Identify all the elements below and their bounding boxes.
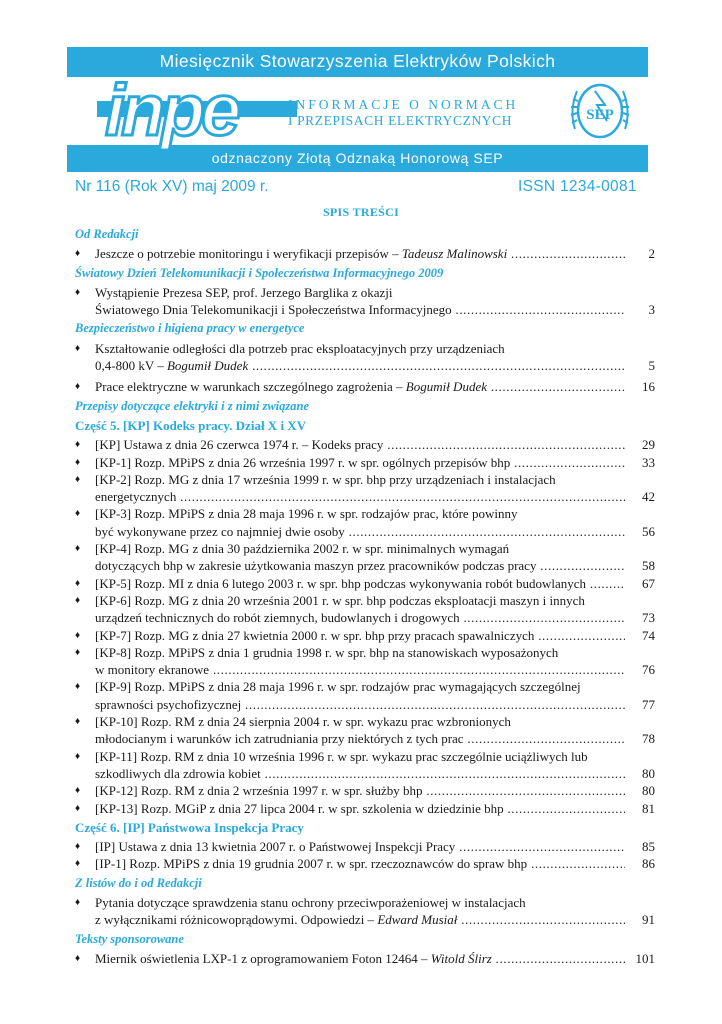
page-number: 80 — [642, 783, 655, 799]
page-number: 74 — [642, 627, 655, 643]
diamond-bullet-icon: ♦ — [75, 646, 81, 658]
toc-entry[interactable]: ♦ [KP-5] Rozp. MI z dnia 6 lutego 2003 r. w spr. bhp podczas wykonywania robót budowlanych ..... 67 — [75, 575, 655, 592]
page-number: 56 — [642, 523, 655, 539]
table-of-contents — [75, 224, 655, 967]
page-number: 85 — [642, 839, 655, 855]
masthead-band — [67, 73, 648, 149]
inpe-logo — [97, 73, 297, 149]
section-heading: Przepisy dotyczące elektryki i z nimi związane — [75, 398, 310, 413]
toc-entry[interactable]: ♦ [KP-11] Rozp. RM z dnia 10 września 1996 r. w spr. wykazu prac szczególnie uciążliwych lub szkodliwych dla zdrowia kobiet ..... 80 — [75, 748, 655, 783]
diamond-bullet-icon: ♦ — [75, 750, 81, 762]
toc-entry[interactable]: ♦ [KP-8] Rozp. MPiPS z dnia 1 grudnia 1998 r. w spr. bhp na stanowiskach wyposażonych w monitory ekranowe ..... 76 — [75, 644, 655, 679]
toc-entry[interactable]: ♦ [KP-4] Rozp. MG z dnia 30 października 2002 r. w spr. minimalnych wymagań dotyczących bhp w zakresie użytkowania maszyn przez pracowników podczas pracy ..... 58 — [75, 540, 655, 575]
diamond-bullet-icon: ♦ — [75, 896, 81, 908]
page-number: 5 — [648, 358, 655, 374]
diamond-bullet-icon: ♦ — [75, 543, 81, 555]
page-number: 101 — [635, 950, 655, 966]
toc-entry[interactable]: ♦ [IP] Ustawa z dnia 13 kwietnia 2007 r. o Państwowej Inspekcji Pracy ..... 85 — [75, 838, 655, 855]
page-number: 2 — [648, 246, 655, 262]
toc-entry[interactable]: ♦ [KP] Ustawa z dnia 26 czerwca 1974 r. – Kodeks pracy ..... 29 — [75, 436, 655, 453]
part-heading: Część 6. [IP] Państwowa Inspekcja Pracy — [75, 819, 304, 835]
toc-entry[interactable]: ♦ [KP-2] Rozp. MG z dnia 17 września 1999 r. w spr. bhp przy urządzeniach i instalacjach energetycznych ..... 42 — [75, 471, 655, 506]
diamond-bullet-icon: ♦ — [75, 952, 81, 964]
svg-text:SEP: SEP — [586, 107, 614, 123]
page-number: 3 — [648, 302, 655, 318]
toc-entry[interactable]: ♦ [KP-13] Rozp. MGiP z dnia 27 lipca 2004 r. w spr. szkolenia w dziedzinie bhp ..... 81 — [75, 800, 655, 817]
diamond-bullet-icon: ♦ — [75, 439, 81, 451]
toc-entry[interactable]: ♦ [KP-9] Rozp. MPiPS z dnia 28 maja 1996 r. w spr. rodzajów prac wymagających szczególnej sprawności psychofizycznej ..... 77 — [75, 678, 655, 713]
toc-entry[interactable]: ♦ Kształtowanie odległości dla potrzeb prac eksploatacyjnych przy urządzeniach 0,4-800 kV – Bogumił Dudek ..... 5 — [75, 340, 655, 375]
page-number: 29 — [642, 437, 655, 453]
issn: ISSN 1234-0081 — [518, 178, 637, 195]
toc-entry[interactable]: ♦ Prace elektryczne w warunkach szczególnego zagrożenia – Bogumił Dudek ..... 16 — [75, 378, 655, 395]
diamond-bullet-icon: ♦ — [75, 248, 81, 260]
diamond-bullet-icon: ♦ — [75, 716, 81, 728]
page-number: 76 — [642, 662, 655, 678]
page-number: 77 — [642, 696, 655, 712]
toc-entry[interactable]: ♦ [KP-1] Rozp. MPiPS z dnia 26 września 1997 r. w spr. ogólnych przepisów bhp ..... 33 — [75, 454, 655, 471]
toc-entry[interactable]: ♦ [KP-12] Rozp. RM z dnia 2 września 1997 r. w spr. służby bhp ..... 80 — [75, 782, 655, 799]
section-heading: Światowy Dzień Telekomunikacji i Społeczeństwa Informacyjnego 2009 — [75, 265, 444, 280]
toc-entry[interactable]: ♦ Miernik oświetlenia LXP-1 z oprogramowaniem Foton 12464 – Witold Ślirz ..... 101 — [75, 950, 655, 967]
diamond-bullet-icon: ♦ — [75, 594, 81, 606]
section-heading: Od Redakcji — [75, 227, 139, 241]
section-heading: Teksty sponsorowane — [75, 931, 184, 946]
page-number: 86 — [642, 856, 655, 872]
masthead-title: Miesięcznik Stowarzyszenia Elektryków Polskich — [159, 51, 556, 71]
page-number: 42 — [642, 489, 655, 505]
toc-entry[interactable]: ♦ [IP-1] Rozp. MPiPS z dnia 19 grudnia 2007 r. w spr. rzeczoznawców do spraw bhp ..... 86 — [75, 855, 655, 872]
diamond-bullet-icon: ♦ — [75, 456, 81, 468]
toc-entry[interactable]: ♦ Jeszcze o potrzebie monitoringu i weryfikacji przepisów – Tadeusz Malinowski ..... 2 — [75, 245, 655, 262]
diamond-bullet-icon: ♦ — [75, 681, 81, 693]
diamond-bullet-icon: ♦ — [75, 785, 81, 797]
page-number: 16 — [642, 379, 655, 395]
diamond-bullet-icon: ♦ — [75, 342, 81, 354]
toc-title: SPIS TREŚCI — [322, 205, 400, 219]
diamond-bullet-icon: ♦ — [75, 858, 81, 870]
info-line-1: INFORMACJE O NORMACH — [288, 97, 519, 112]
diamond-bullet-icon: ♦ — [75, 841, 81, 853]
toc-entry[interactable]: ♦ Wystąpienie Prezesa SEP, prof. Jerzego Barglika z okazji Światowego Dnia Telekomunikacji i Społeczeństwa Informacyjnego ..... 3 — [75, 284, 655, 319]
page-number: 80 — [642, 765, 655, 781]
diamond-bullet-icon: ♦ — [75, 508, 81, 520]
page-number: 91 — [642, 912, 655, 928]
info-line-2: I PRZEPISACH ELEKTRYCZNYCH — [288, 113, 513, 128]
diamond-bullet-icon: ♦ — [75, 381, 81, 393]
page-number: 67 — [642, 575, 655, 591]
part-heading: Część 5. [KP] Kodeks pracy. Dział X i XV — [75, 417, 307, 433]
diamond-bullet-icon: ♦ — [75, 629, 81, 641]
masthead — [67, 47, 648, 172]
toc-entry[interactable]: ♦ [KP-7] Rozp. MG z dnia 27 kwietnia 2000 r. w spr. bhp przy pracach spawalniczych ..... 74 — [75, 627, 655, 644]
diamond-bullet-icon: ♦ — [75, 473, 81, 485]
page-number: 81 — [642, 800, 655, 816]
section-heading: Z listów do i od Redakcji — [75, 875, 202, 890]
toc-entry[interactable]: ♦ Pytania dotyczące sprawdzenia stanu ochrony przeciwporażeniowej w instalacjach z wyłącznikami różnicowoprądowymi. Odpowiedzi – Edward Musiał ..... 91 — [75, 894, 655, 929]
diamond-bullet-icon: ♦ — [75, 286, 81, 298]
toc-entry[interactable]: ♦ [KP-3] Rozp. MPiPS z dnia 28 maja 1996 r. w spr. rodzajów prac, które powinny być wykonywane przez co najmniej dwie osoby ..... 56 — [75, 505, 655, 540]
diamond-bullet-icon: ♦ — [75, 802, 81, 814]
page-number: 73 — [642, 610, 655, 626]
toc-entry[interactable]: ♦ [KP-10] Rozp. RM z dnia 24 sierpnia 2004 r. w spr. wykazu prac wzbronionych młodocianym i warunków ich zatrudniania przy niektórych z tych prac ..... 78 — [75, 713, 655, 748]
issue-number: Nr 116 (Rok XV) maj 2009 r. — [75, 178, 269, 195]
toc-entry[interactable]: ♦ [KP-6] Rozp. MG z dnia 20 września 2001 r. w spr. bhp podczas eksploatacji maszyn i innych urządzeń technicznych do robót ziemnych, budowlanych i drogowych ..... 73 — [75, 592, 655, 627]
diamond-bullet-icon: ♦ — [75, 577, 81, 589]
section-heading: Bezpieczeństwo i higiena pracy w energetyce — [75, 321, 305, 336]
page-number: 33 — [642, 454, 655, 470]
page-number: 58 — [642, 558, 655, 574]
sep-logo — [567, 79, 633, 143]
page-number: 78 — [642, 731, 655, 747]
masthead-subtitle: odznaczony Złotą Odznaką Honorową SEP — [211, 150, 504, 166]
svg-text:inpe: inpe — [105, 73, 238, 149]
